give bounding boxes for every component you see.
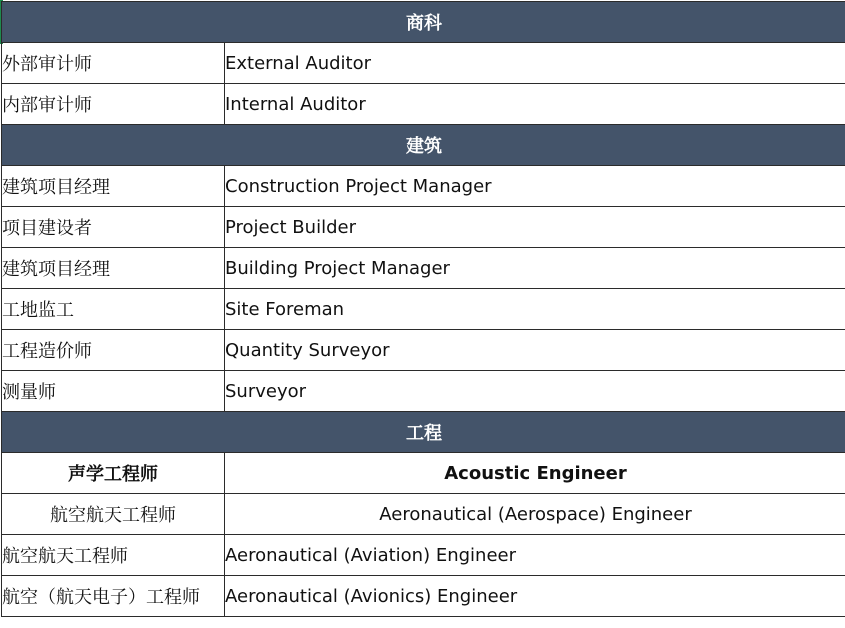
english-term-cell[interactable]: Site Foreman bbox=[225, 289, 845, 330]
chinese-term-cell[interactable]: 外部审计师 bbox=[2, 43, 225, 84]
chinese-term-cell[interactable]: 声学工程师 bbox=[2, 453, 225, 494]
english-term-cell[interactable]: Building Project Manager bbox=[225, 248, 845, 289]
chinese-term-cell[interactable]: 建筑项目经理 bbox=[2, 248, 225, 289]
table-row bbox=[2, 330, 845, 371]
chinese-term-cell[interactable]: 工程造价师 bbox=[2, 330, 225, 371]
section-title[interactable]: 工程 bbox=[2, 412, 845, 453]
english-term-cell[interactable]: Project Builder bbox=[225, 207, 845, 248]
english-term-cell[interactable]: Surveyor bbox=[225, 371, 845, 412]
section-header-construction bbox=[2, 125, 845, 166]
section-title[interactable]: 商科 bbox=[2, 2, 845, 43]
table-row bbox=[2, 166, 845, 207]
section-title[interactable]: 建筑 bbox=[2, 125, 845, 166]
chinese-term-cell[interactable]: 建筑项目经理 bbox=[2, 166, 225, 207]
table-row bbox=[2, 43, 845, 84]
table-row bbox=[2, 371, 845, 412]
chinese-term-cell[interactable]: 航空（航天电子）工程师 bbox=[2, 576, 225, 617]
chinese-term-cell[interactable]: 工地监工 bbox=[2, 289, 225, 330]
table-row bbox=[2, 453, 845, 494]
table-row bbox=[2, 535, 845, 576]
english-term-cell[interactable]: External Auditor bbox=[225, 43, 845, 84]
section-header-business bbox=[2, 2, 845, 43]
english-term-cell[interactable]: Aeronautical (Aviation) Engineer bbox=[225, 535, 845, 576]
english-term-cell[interactable]: Aeronautical (Avionics) Engineer bbox=[225, 576, 845, 617]
english-term-cell[interactable]: Quantity Surveyor bbox=[225, 330, 845, 371]
table-row bbox=[2, 576, 845, 617]
table-row bbox=[2, 207, 845, 248]
english-term-cell[interactable]: Construction Project Manager bbox=[225, 166, 845, 207]
section-header-engineering bbox=[2, 412, 845, 453]
table-row bbox=[2, 248, 845, 289]
table-row bbox=[2, 289, 845, 330]
chinese-term-cell[interactable]: 项目建设者 bbox=[2, 207, 225, 248]
chinese-term-cell[interactable]: 内部审计师 bbox=[2, 84, 225, 125]
chinese-term-cell[interactable]: 航空航天工程师 bbox=[2, 494, 225, 535]
english-term-cell[interactable]: Aeronautical (Aerospace) Engineer bbox=[225, 494, 845, 535]
english-term-cell[interactable]: Acoustic Engineer bbox=[225, 453, 845, 494]
english-term-cell[interactable]: Internal Auditor bbox=[225, 84, 845, 125]
table-row bbox=[2, 494, 845, 535]
translation-table bbox=[1, 1, 845, 617]
chinese-term-cell[interactable]: 航空航天工程师 bbox=[2, 535, 225, 576]
table-row bbox=[2, 84, 845, 125]
chinese-term-cell[interactable]: 测量师 bbox=[2, 371, 225, 412]
